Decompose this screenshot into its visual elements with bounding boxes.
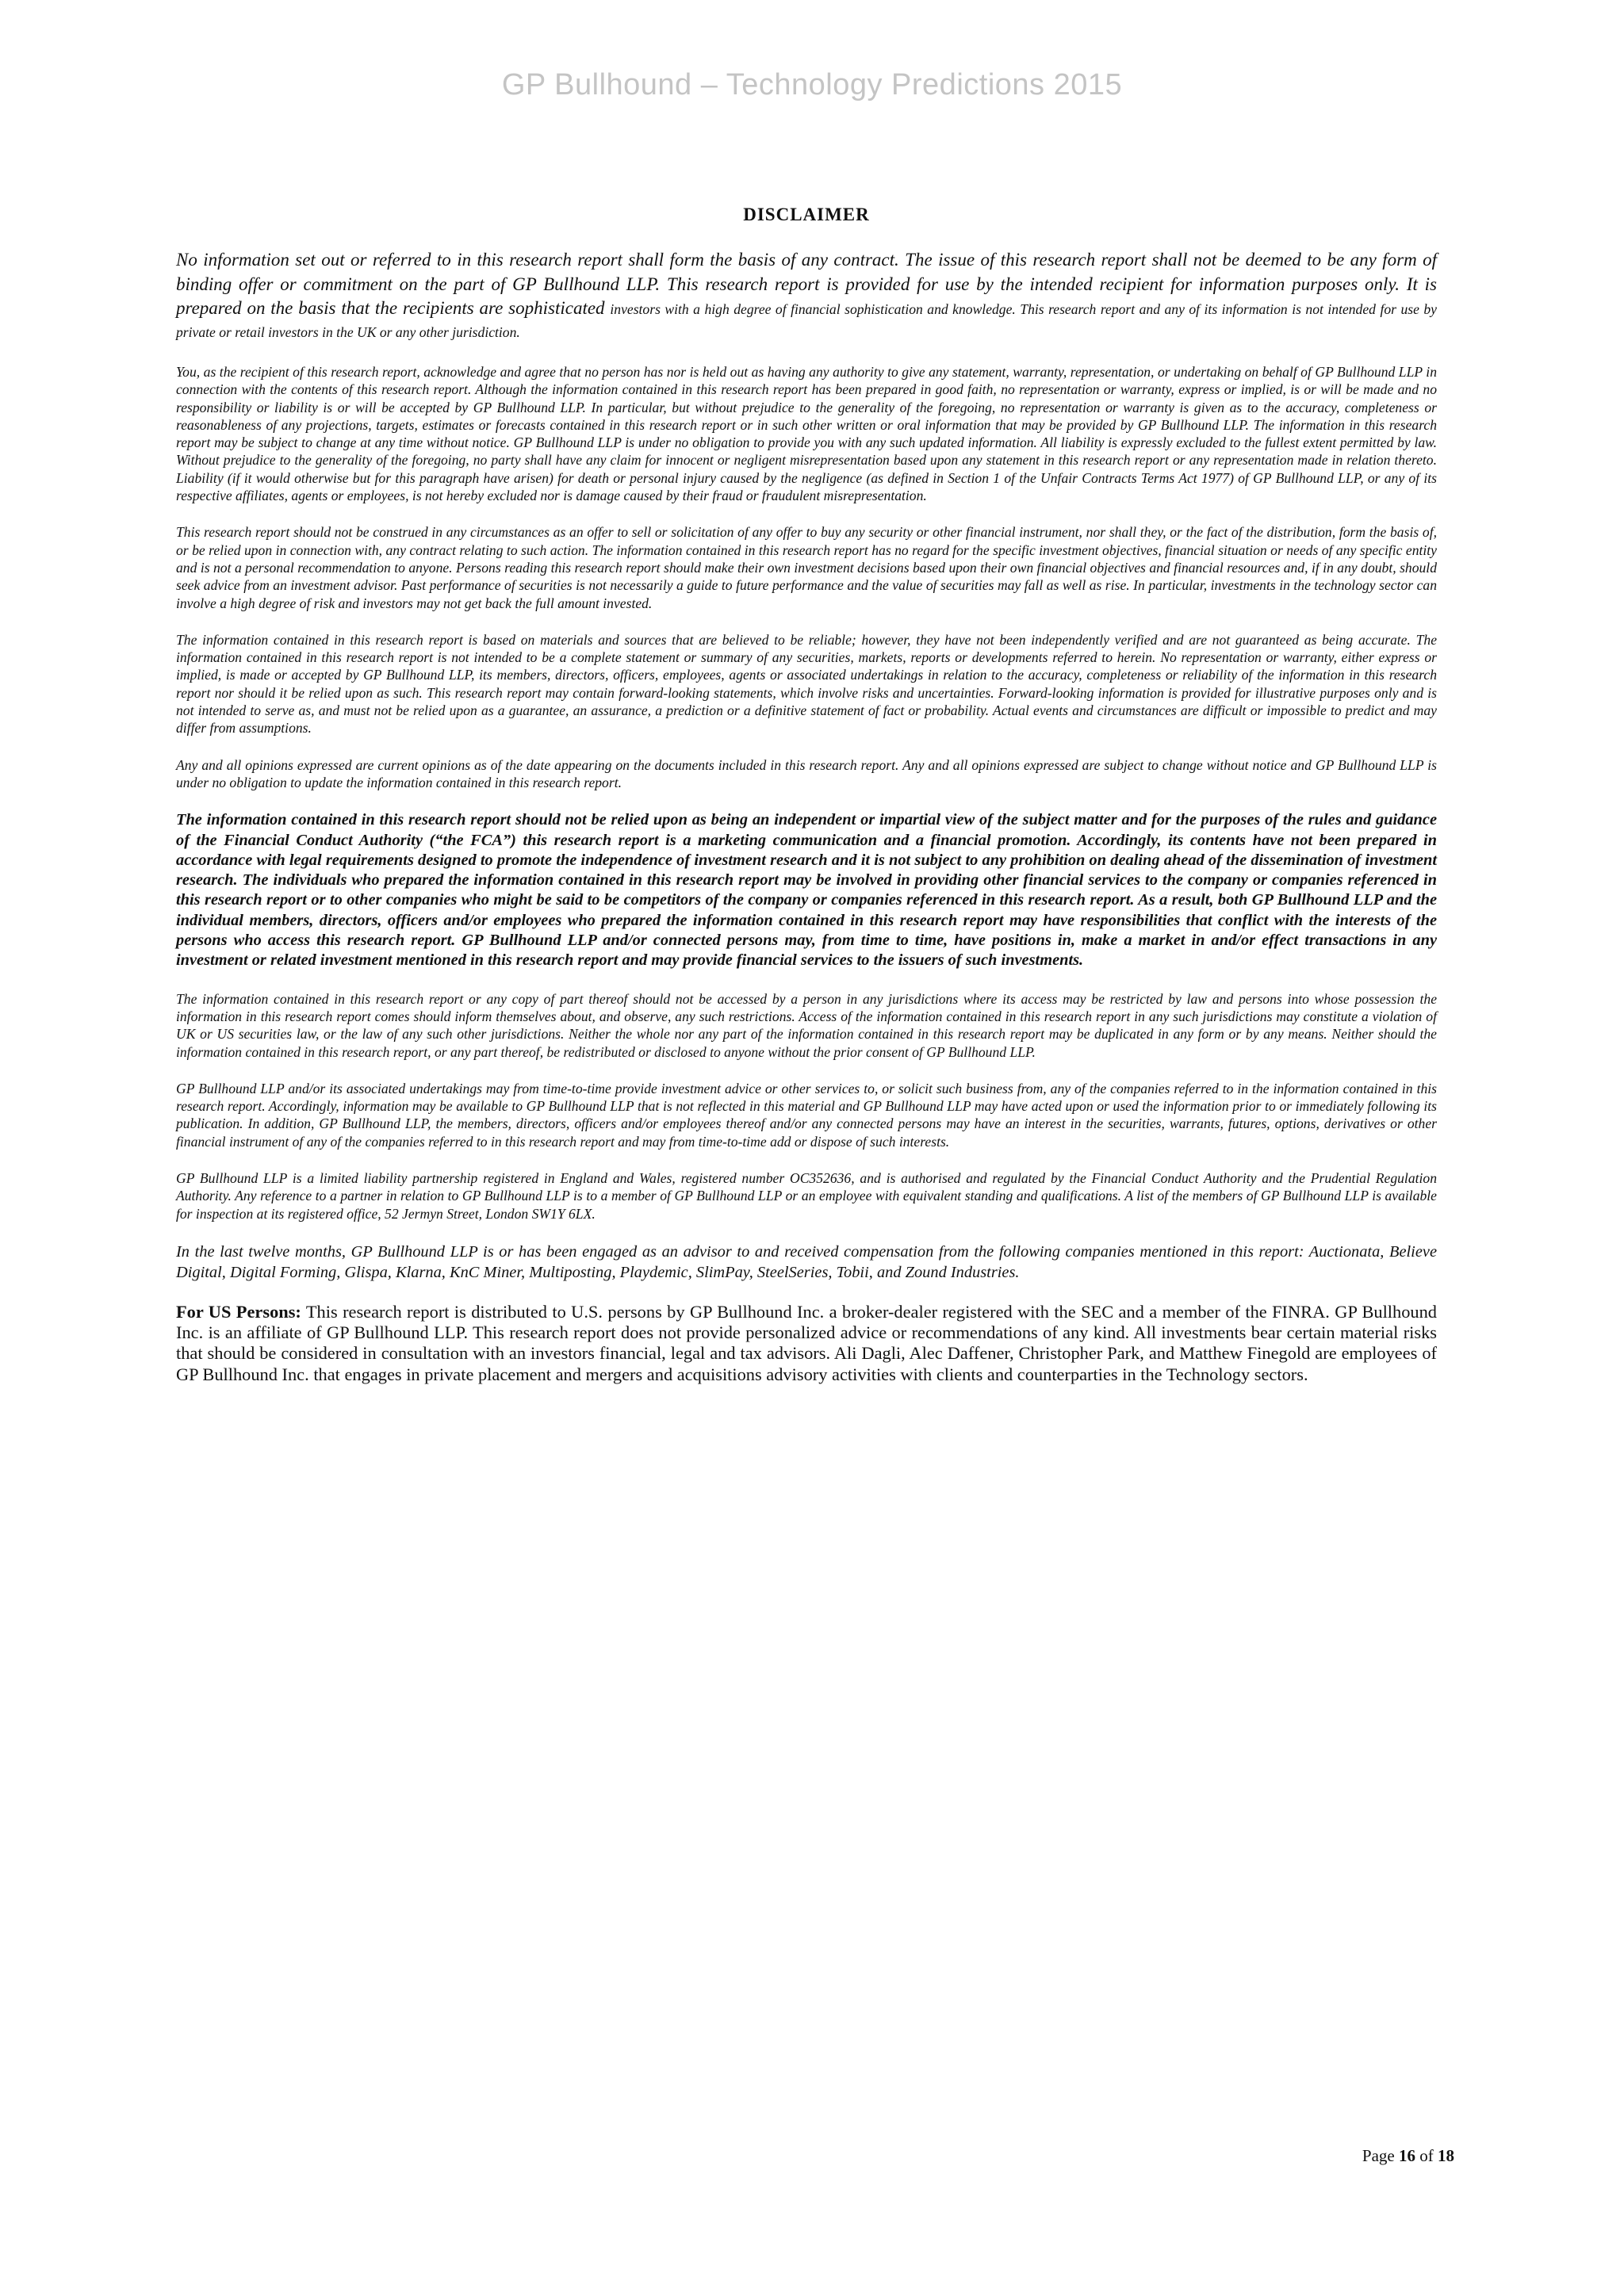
- disclaimer-body: [176, 205, 1437, 1404]
- paragraph-sources: The information contained in this research report is based on materials and sources that are believed to be reliable; however, they have not been independently verified and are not guaranteed as being accurate. The information contained in this research report is not intended to be a complete statement or summary of any securities, markets, reports or developments referred to herein. No representation or warranty, either express or implied, is made or accepted by GP Bullhound LLP, its members, directors, officers, employees, agents or associated undertakings in relation to the accuracy, completeness or reliability of the information in this research report nor should it be relied upon as such. This research report may contain forward-looking statements, which involve risks and uncertainties. Forward-looking information is provided for illustrative purposes only and is not intended to serve as, and must not be relied upon as a guarantee, an assurance, a prediction or a definitive statement of fact or probability. Actual events and circumstances are difficult or impossible to predict and may differ from assumptions.: [176, 631, 1437, 737]
- paragraph-fca-notice: The information contained in this research report should not be relied upon as being an independent or impartial view of the subject matter and for the purposes of the rules and guidance of the Financial Conduct Authority (“the FCA”) this research report is a marketing communication and a financial promotion. Accordingly, its contents have not been prepared in accordance with legal requirements designed to promote the independence of investment research and it is not subject to any prohibition on dealing ahead of the dissemination of investment research. The individuals who prepared the information contained in this research report may be involved in providing other financial services to the company or companies referenced in this research report or to other companies who might be said to be competitors of the company or companies referenced in this research report. As a result, both GP Bullhound LLP and the individual members, directors, officers and/or employees who prepared the information contained in this research report may have responsibilities that conflict with the interests of the persons who access this research report. GP Bullhound LLP and/or connected persons may, from time to time, have positions in, make a market in and/or effect transactions in any investment or related investment mentioned in this research report and may provide financial services to the issuers of such investments.: [176, 811, 1437, 970]
- page-title: DISCLAIMER: [743, 205, 870, 224]
- intro-paragraph: [176, 249, 1437, 344]
- page-prefix: Page: [1362, 2146, 1399, 2165]
- intro-rest-text: investors with a high degree of financial sophistication and knowledge. This research report and any of its information is not intended for use by private or retail investors in the UK or any other jurisdiction.: [176, 301, 1437, 340]
- us-persons-label: For US Persons:: [176, 1301, 301, 1322]
- running-header: GP Bullhound – Technology Predictions 2015: [501, 68, 1123, 101]
- paragraph-recipient: You, as the recipient of this research report, acknowledge and agree that no person has nor is held out as having any authority to give any statement, warranty, representation, or undertaking on behalf of GP Bullhound LLP in connection with the contents of this research report. Although the information contained in this research report has been prepared in good faith, no representation or warranty, express or implied, is or will be made and no responsibility or liability is or will be accepted by GP Bullhound LLP. In particular, but without prejudice to the generality of the foregoing, no representation or warranty is given as to the accuracy, completeness or reasonableness of any projections, targets, estimates or forecasts contained in this research report or in such other written or oral information that may be provided by GP Bullhound LLP. The information in this research report may be subject to change at any time without notice. GP Bullhound LLP is under no obligation to provide you with any such updated information. All liability is expressly excluded to the fullest extent permitted by law. Without prejudice to the generality of the foregoing, no party shall have any claim for innocent or negligent misrepresentation based upon any statement in this research report or any representation made in relation thereto. Liability (if it would otherwise but for this paragraph have arisen) for death or personal injury caused by the negligence (as defined in Section 1 of the Unfair Contracts Terms Act 1977) of GP Bullhound LLP, or any of its respective affiliates, agents or employees, is not hereby excluded nor is damage caused by their fraud or fraudulent misrepresentation.: [176, 364, 1437, 504]
- page-current: 16: [1399, 2146, 1415, 2165]
- paragraph-opinions: Any and all opinions expressed are current opinions as of the date appearing on the documents included in this research report. Any and all opinions expressed are subject to change without notice and GP Bullhound LLP is under no obligation to update the information contained in this research report.: [176, 756, 1437, 790]
- page-number: [1362, 2146, 1454, 2166]
- paragraph-associated-undertakings: GP Bullhound LLP and/or its associated undertakings may from time-to-time provide investment advice or other services to, or solicit such business from, any of the companies referred to in the information contained in this research report. Accordingly, information may be available to GP Bullhound LLP that is not reflected in this material and GP Bullhound LLP may have acted upon or used the information prior to or immediately following its publication. In addition, GP Bullhound LLP, the members, directors, officers and/or employees thereof and/or any connected persons may have an interest in the securities, warrants, futures, options, derivatives or other financial instrument of any of the companies referred to in this research report and may from time-to-time add or dispose of such interests.: [176, 1080, 1437, 1150]
- paragraph-compensation: In the last twelve months, GP Bullhound LLP is or has been engaged as an advisor to and received compensation from the following companies mentioned in this report: Auctionata, Believe Digital, Digital Forming, Glispa, Klarna, KnC Miner, Multiposting, Playdemic, SlimPay, SteelSeries, Tobii, and Zound Industries.: [176, 1242, 1437, 1281]
- us-persons-text: This research report is distributed to U.S. persons by GP Bullhound Inc. a broker-dealer registered with the SEC and a member of the FINRA. GP Bullhound Inc. is an affiliate of GP Bullhound LLP. This research report does not provide personalized advice or recommendations of any kind. All investments bear certain material risks that should be considered in consultation with an investors financial, legal and tax advisors. Ali Dagli, Alec Daffener, Christopher Park, and Matthew Finegold are employees of GP Bullhound Inc. that engages in private placement and mergers and acquisitions advisory activities with clients and counterparties in the Technology sectors.: [176, 1301, 1437, 1384]
- page-of: of: [1415, 2146, 1438, 2165]
- intro-lead-text: No information set out or referred to in this research report shall form the basis of any contract. The issue of this research report shall not be deemed to be any form of binding offer or commitment on the part of GP Bullhound LLP. This research report is provided for use by the intended recipient for information purposes only. It is prepared on the basis that the recipients are sophisticated: [176, 250, 1437, 318]
- paragraph-registration: GP Bullhound LLP is a limited liability partnership registered in England and Wales, registered number OC352636, and is authorised and regulated by the Financial Conduct Authority and the Prudential Regulation Authority. Any reference to a partner in relation to GP Bullhound LLP is to a member of GP Bullhound LLP or an employee with equivalent standing and qualifications. A list of the members of GP Bullhound LLP is available for inspection at its registered office, 52 Jermyn Street, London SW1Y 6LX.: [176, 1169, 1437, 1222]
- paragraph-jurisdictions: The information contained in this research report or any copy of part thereof should not be accessed by a person in any jurisdictions where its access may be restricted by law and persons into whose possession the information in this research report comes should inform themselves about, and observe, any such restrictions. Access of the information contained in this research report in any such jurisdictions may constitute a violation of UK or US securities law, or the law of any such other jurisdictions. Neither the whole nor any part of the information contained in this research report may be duplicated in any form or by any means. Neither should the information contained in this research report, or any part thereof, be redistributed or disclosed to anyone without the prior consent of GP Bullhound LLP.: [176, 990, 1437, 1060]
- page-total: 18: [1438, 2146, 1454, 2165]
- paragraph-us-persons: [176, 1302, 1437, 1385]
- paragraph-no-offer: This research report should not be construed in any circumstances as an offer to sell or solicitation of any offer to buy any security or other financial instrument, nor shall they, or the fact of the distribution, form the basis of, or be relied upon in connection with, any contract relating to such action. The information contained in this research report has no regard for the specific investment objectives, financial situation or needs of any specific entity and is not a personal recommendation to anyone. Persons reading this research report should make their own investment decisions based upon their own financial objectives and financial resources and, if in any doubt, should seek advice from an investment advisor. Past performance of securities is not necessarily a guide to future performance and the value of securities may fall as well as rise. In particular, investments in the technology sector can involve a high degree of risk and investors may not get back the full amount invested.: [176, 524, 1437, 611]
